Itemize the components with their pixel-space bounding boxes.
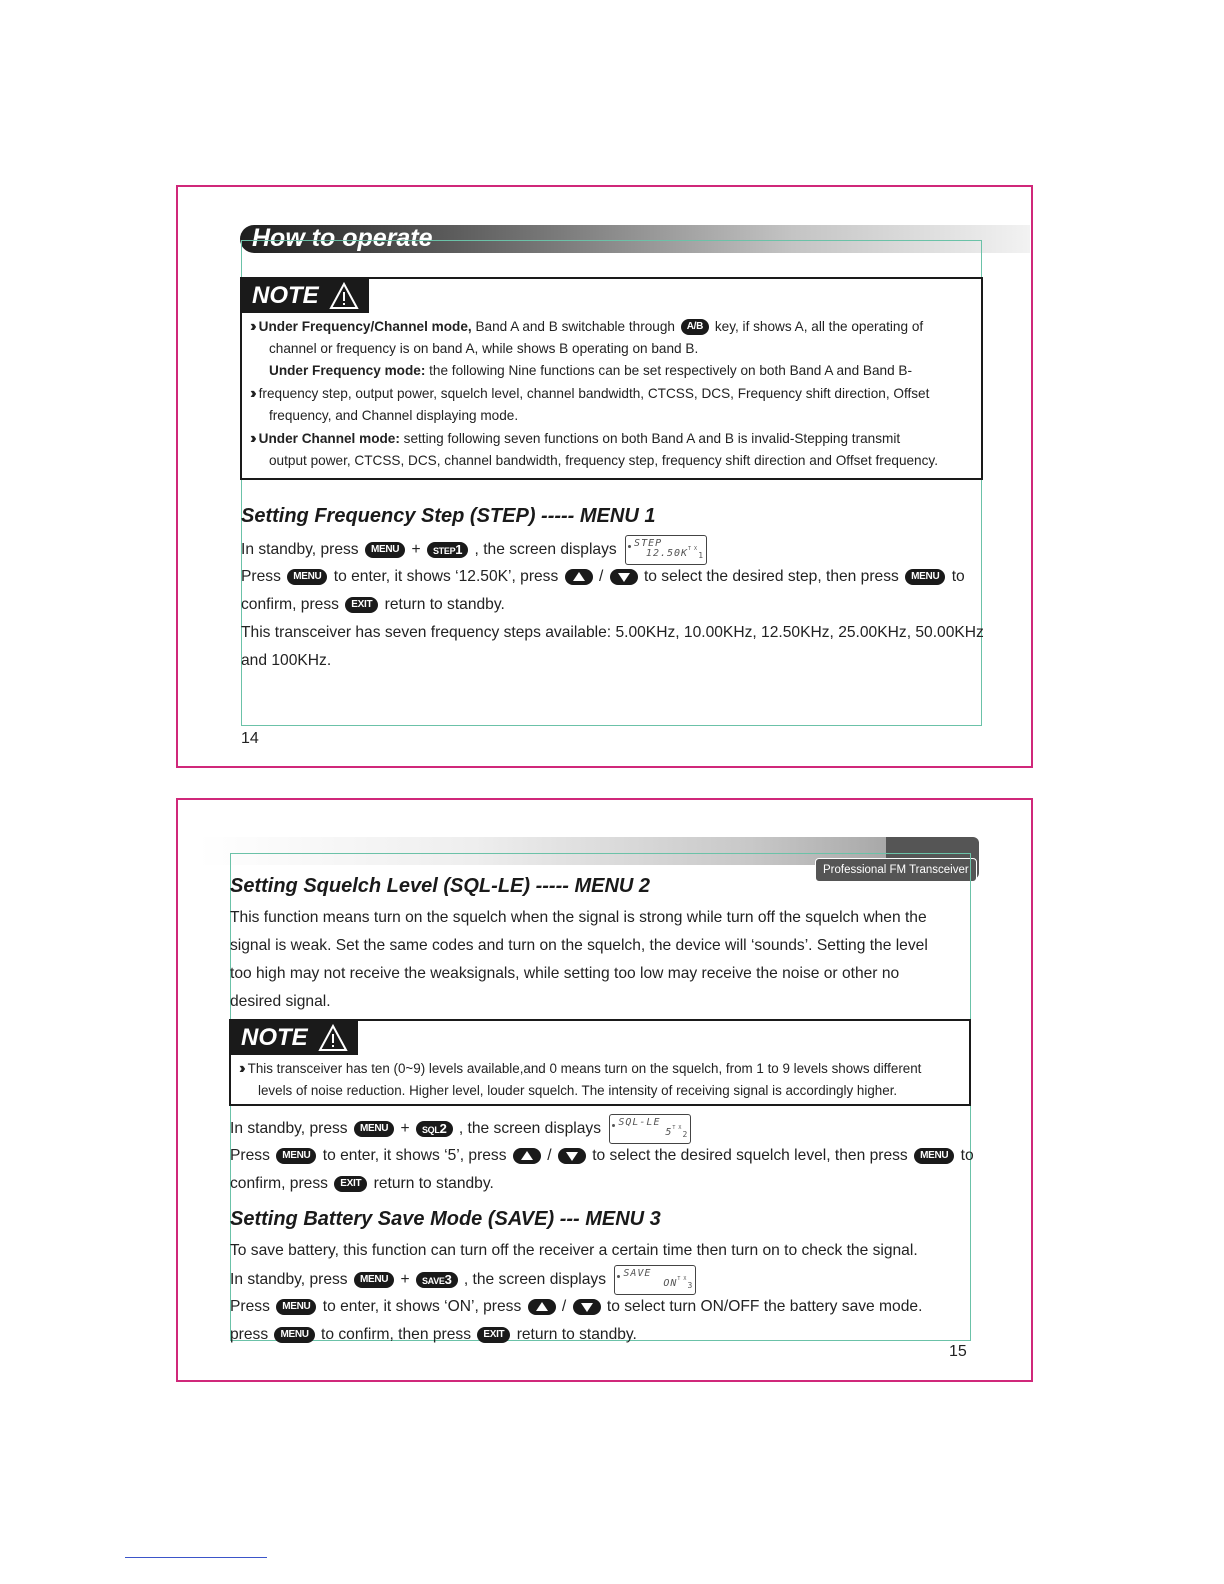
note-line-5: frequency, and Channel displaying mode. bbox=[269, 408, 519, 423]
save-3-key-icon: SAVE3 bbox=[416, 1272, 458, 1288]
sql-note-line-2: levels of noise reduction. Higher level, louder squelch. The intensity of receiving signal is accordingly higher. bbox=[258, 1083, 898, 1098]
note-line-7: output power, CTCSS, DCS, channel bandwidth, frequency step, frequency shift direction and Offset frequency. bbox=[269, 453, 938, 468]
warning-icon bbox=[318, 1024, 348, 1052]
chevron-bullet-icon: ›› bbox=[250, 430, 253, 447]
step-instruction-line-2: Press MENU to enter, it shows ‘12.50K’, press / to select the desired step, then press MENU to bbox=[241, 568, 965, 585]
lcd-display-sql: TX SQL-LE 5 2 bbox=[609, 1114, 691, 1144]
menu-key-icon: MENU bbox=[287, 569, 327, 585]
exit-key-icon: EXIT bbox=[334, 1176, 367, 1192]
up-arrow-key-icon bbox=[528, 1299, 556, 1315]
note-line-1: ›› Under Frequency/Channel mode, Band A and B switchable through A/B key, if shows A, all the operating of bbox=[250, 318, 924, 335]
manual-page-14 bbox=[176, 185, 1033, 768]
sql-instruction-line-2: Press MENU to enter, it shows ‘5’, press / to select the desired squelch level, then press MENU to bbox=[230, 1147, 974, 1164]
chevron-bullet-icon: ›› bbox=[250, 385, 253, 402]
step-section-title: Setting Frequency Step (STEP) ----- MENU 1 bbox=[241, 505, 656, 527]
menu-key-icon: MENU bbox=[354, 1272, 394, 1288]
save-instruction-line-3: press MENU to confirm, then press EXIT return to standby. bbox=[230, 1326, 637, 1343]
down-arrow-key-icon bbox=[558, 1148, 586, 1164]
up-arrow-key-icon bbox=[565, 569, 593, 585]
note-tag bbox=[231, 1021, 358, 1055]
note-tag bbox=[242, 279, 369, 313]
ab-key-icon: A/B bbox=[681, 319, 709, 335]
step-instruction-line-3: confirm, press EXIT return to standby. bbox=[241, 596, 505, 613]
up-arrow-key-icon bbox=[513, 1148, 541, 1164]
menu-key-icon: MENU bbox=[905, 569, 945, 585]
down-arrow-key-icon bbox=[610, 569, 638, 585]
save-info-line: To save battery, this function can turn off the receiver a certain time then turn on to check the signal. bbox=[230, 1242, 918, 1259]
sql-note-line-1: ›› This transceiver has ten (0~9) levels available,and 0 means turn on the squelch, from 1 to 9 levels shows different bbox=[239, 1060, 922, 1077]
note-label: NOTE bbox=[241, 1024, 308, 1051]
product-label: Professional FM Transceiver bbox=[815, 858, 977, 882]
lcd-display-save: TX SAVE ON 3 bbox=[614, 1265, 696, 1295]
sql-2-key-icon: SQL2 bbox=[416, 1121, 453, 1137]
page-number: 14 bbox=[241, 730, 259, 747]
chevron-bullet-icon: ›› bbox=[250, 318, 253, 335]
menu-key-icon: MENU bbox=[354, 1121, 394, 1137]
page-title: How to operate bbox=[252, 224, 433, 252]
note-box bbox=[240, 277, 983, 480]
note-line-2: channel or frequency is on band A, while shows B operating on band B. bbox=[269, 341, 699, 356]
note-label: NOTE bbox=[252, 282, 319, 309]
footer-rule bbox=[125, 1557, 267, 1558]
down-arrow-key-icon bbox=[573, 1299, 601, 1315]
note-line-3: Under Frequency mode: the following Nine functions can be set respectively on both Band A and Band B- bbox=[269, 363, 913, 378]
step-info-line-1: This transceiver has seven frequency steps available: 5.00KHz, 10.00KHz, 12.50KHz, 25.00KHz, 50.00KHz bbox=[241, 624, 984, 641]
step-instruction-line-1: In standby, press MENU + STEP1 , the screen displays TX STEP 12.50K 1 bbox=[241, 535, 707, 565]
note-line-6: ›› Under Channel mode: setting following seven functions on both Band A and B is invalid-Stepping transmit bbox=[250, 430, 901, 447]
note-box bbox=[229, 1019, 971, 1106]
sql-section-title: Setting Squelch Level (SQL-LE) ----- MENU 2 bbox=[230, 875, 651, 897]
chevron-bullet-icon: ›› bbox=[239, 1060, 242, 1077]
header-banner-gradient bbox=[198, 837, 888, 865]
save-instruction-line-1: In standby, press MENU + SAVE3 , the screen displays TX SAVE ON 3 bbox=[230, 1265, 696, 1295]
warning-icon bbox=[329, 282, 359, 310]
menu-key-icon: MENU bbox=[276, 1148, 316, 1164]
page-number: 15 bbox=[949, 1343, 967, 1360]
note-line-4: ›› frequency step, output power, squelch level, channel bandwidth, CTCSS, DCS, Frequency shift direction, Offset bbox=[250, 385, 930, 402]
save-instruction-line-2: Press MENU to enter, it shows ‘ON’, press / to select turn ON/OFF the battery save mode. bbox=[230, 1298, 923, 1315]
exit-key-icon: EXIT bbox=[345, 597, 378, 613]
sql-paragraph-line-4: desired signal. bbox=[230, 993, 331, 1010]
sql-instruction-line-3: confirm, press EXIT return to standby. bbox=[230, 1175, 494, 1192]
sql-paragraph-line-1: This function means turn on the squelch when the signal is strong while turn off the squelch when the bbox=[230, 909, 927, 926]
menu-key-icon: MENU bbox=[365, 542, 405, 558]
step-info-line-2: and 100KHz. bbox=[241, 652, 332, 669]
menu-key-icon: MENU bbox=[276, 1299, 316, 1315]
lcd-display-step: TX STEP 12.50K 1 bbox=[625, 535, 707, 565]
menu-key-icon: MENU bbox=[914, 1148, 954, 1164]
step-1-key-icon: STEP1 bbox=[427, 542, 468, 558]
sql-paragraph-line-3: too high may not receive the weaksignals, while setting too low may receive the noise or other no bbox=[230, 965, 900, 982]
menu-key-icon: MENU bbox=[274, 1327, 314, 1343]
manual-page-15 bbox=[176, 798, 1033, 1382]
sql-instruction-line-1: In standby, press MENU + SQL2 , the screen displays TX SQL-LE 5 2 bbox=[230, 1114, 691, 1144]
sql-paragraph-line-2: signal is weak. Set the same codes and turn on the squelch, the device will ‘sounds’. Setting the level bbox=[230, 937, 928, 954]
save-section-title: Setting Battery Save Mode (SAVE) --- MENU 3 bbox=[230, 1208, 661, 1230]
exit-key-icon: EXIT bbox=[477, 1327, 510, 1343]
